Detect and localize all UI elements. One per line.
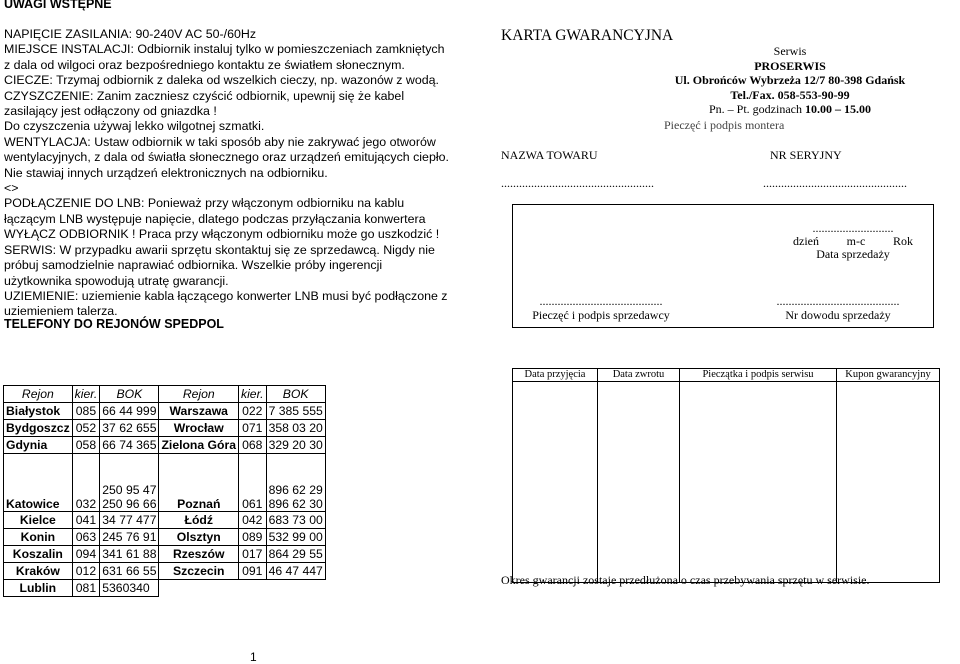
code-cell: 041 <box>72 512 100 529</box>
note-line: WYŁĄCZ ODBIORNIK ! Praca przy włączonym odbiorniku może go uszkodzić ! <box>4 227 440 242</box>
region-cell: Rzeszów <box>159 546 239 563</box>
region-cell: Wrocław <box>159 420 239 437</box>
note-line: Do czyszczenia używaj lekko wilgotnej szmatki. <box>4 119 265 134</box>
region-cell: Zielona Góra <box>159 437 239 454</box>
table-row <box>4 437 326 454</box>
code-cell: 081 <box>72 580 100 597</box>
code-cell: 052 <box>72 420 100 437</box>
table-row <box>4 529 326 546</box>
code-cell: 022 <box>238 403 266 420</box>
note-line: z dala od wilgoci oraz bezpośredniego kontaktu ze światłem słonecznym. <box>4 57 405 72</box>
note-line: SERWIS: W przypadku awarii sprzętu skontaktuj się ze sprzedawcą. Nigdy nie <box>4 242 435 257</box>
warranty-coupon-header: Kupon gwarancyjny <box>837 369 940 382</box>
header-code: kier. <box>72 386 100 403</box>
service-table-body <box>513 382 940 583</box>
note-line: CIECZE: Trzymaj odbiornik z daleka od wszelkich cieczy, np. wazonów z wodą. <box>4 73 439 88</box>
day-label: dzień <box>793 234 819 248</box>
code-cell: 012 <box>72 563 100 580</box>
card-title: KARTA GWARANCYJNA <box>501 27 674 44</box>
sale-date-block <box>783 222 923 261</box>
hours-value: 10.00 – 15.00 <box>805 102 871 116</box>
note-line: NAPIĘCIE ZASILANIA: 90-240V AC 50-/60Hz <box>4 27 257 41</box>
phone-cell <box>266 454 325 512</box>
phone-cell: 683 73 00 <box>266 512 325 529</box>
code-cell: 094 <box>72 546 100 563</box>
phone-line: 250 96 66 <box>102 497 157 511</box>
phone-cell: 46 47 447 <box>266 563 325 580</box>
table-row <box>4 454 326 512</box>
table-row <box>4 403 326 420</box>
phone-line: 896 62 30 <box>268 497 323 511</box>
header-bok: BOK <box>266 386 325 403</box>
code-cell: 061 <box>238 454 266 512</box>
note-line: Nie stawiaj innych urządzeń elektronicznych na odbiorniku. <box>4 165 328 180</box>
sale-date-label: Data sprzedaży <box>816 247 890 261</box>
warranty-coupon-cell[interactable] <box>837 382 940 583</box>
serial-number-field[interactable]: ................................................ <box>763 176 907 190</box>
service-hours <box>640 102 940 117</box>
table-row <box>4 420 326 437</box>
region-cell: Białystok <box>4 403 73 420</box>
code-cell: 089 <box>238 529 266 546</box>
phone-cell: 245 76 91 <box>100 529 159 546</box>
region-cell: Konin <box>4 529 73 546</box>
header-code: kier. <box>238 386 266 403</box>
seller-stamp-field[interactable]: ......................................... <box>539 294 663 308</box>
product-name-label: NAZWA TOWARU <box>501 148 598 162</box>
phone-cell: 66 74 365 <box>100 437 159 454</box>
code-cell: 042 <box>238 512 266 529</box>
service-stamp-header: Pieczątka i podpis serwisu <box>680 369 837 382</box>
note-line: PODŁĄCZENIE DO LNB: Ponieważ przy włączonym odbiorniku na kablu <box>4 196 405 211</box>
service-info <box>640 44 940 117</box>
table-row <box>4 546 326 563</box>
phone-line: 250 95 47 <box>102 483 157 497</box>
region-cell: Kielce <box>4 512 73 529</box>
phone-cell: 358 03 20 <box>266 420 325 437</box>
serial-number-label: NR SERYJNY <box>770 148 842 162</box>
return-date-cell[interactable] <box>598 382 680 583</box>
phone-line: 896 62 29 <box>268 483 323 497</box>
phone-cell: 66 44 999 <box>100 403 159 420</box>
seller-stamp-block <box>516 294 686 322</box>
page-number: 1 <box>250 650 257 664</box>
phone-cell <box>100 454 159 512</box>
received-date-cell[interactable] <box>513 382 598 583</box>
region-cell: Łódź <box>159 512 239 529</box>
note-line: łączącym LNB występuje napięcie, dlatego podczas przyłączania konwertera <box>4 211 426 226</box>
code-cell: 063 <box>72 529 100 546</box>
code-cell: 091 <box>238 563 266 580</box>
note-line: WENTYLACJA: Ustaw odbiornik w taki sposób aby nie zakrywać jego otworów <box>4 134 436 149</box>
table-header-row <box>4 386 326 403</box>
phone-cell: 329 20 30 <box>266 437 325 454</box>
received-date-header: Data przyjęcia <box>513 369 598 382</box>
phone-cell: 532 99 00 <box>266 529 325 546</box>
warranty-extension-note: Okres gwarancji zostaje przedłużona o czas przebywania sprzętu w serwisie. <box>501 573 870 587</box>
region-cell: Warszawa <box>159 403 239 420</box>
region-cell: Katowice <box>4 454 73 512</box>
code-cell: 085 <box>72 403 100 420</box>
phone-cell: 631 66 55 <box>100 563 159 580</box>
product-name-field[interactable]: ................................................... <box>501 176 654 190</box>
note-line: MIEJSCE INSTALACJI: Odbiornik instaluj tylko w pomieszczeniach zamkniętych <box>4 42 445 57</box>
service-name: PROSERWIS <box>754 58 826 73</box>
note-line: CZYSZCZENIE: Zanim zaczniesz czyścić odbiornik, upewnij się że kabel <box>4 88 405 103</box>
phone-cell: 864 29 55 <box>266 546 325 563</box>
note-line: <> <box>4 181 19 196</box>
header-bok: BOK <box>100 386 159 403</box>
table-row <box>4 580 326 597</box>
phone-cell: 34 77 477 <box>100 512 159 529</box>
phone-cell: 37 62 655 <box>100 420 159 437</box>
phone-cell: 5360340 <box>100 580 159 597</box>
service-address: Ul. Obrońców Wybrzeża 12/7 80-398 Gdańsk <box>674 73 906 87</box>
phone-cell: 7 385 555 <box>266 403 325 420</box>
note-line: UZIEMIENIE: uziemienie kabla łączącego konwerter LNB musi być podłączone z <box>4 288 448 303</box>
service-record-table <box>512 368 940 583</box>
note-line: zasilający jest odłączony od gniazdka ! <box>4 104 217 119</box>
regional-phones-table <box>3 385 326 597</box>
code-cell: 071 <box>238 420 266 437</box>
region-cell: Gdynia <box>4 437 73 454</box>
service-phone: Tel./Fax. 058-553-90-99 <box>730 87 850 102</box>
hours-prefix: Pn. – Pt. godzinach <box>709 102 802 116</box>
month-label: m-c <box>846 234 866 248</box>
sale-date-field[interactable]: ........................... <box>812 221 894 235</box>
code-cell: 068 <box>238 437 266 454</box>
notes-heading: UWAGI WSTĘPNE <box>4 0 112 11</box>
proof-number-label: Nr dowodu sprzedaży <box>785 308 891 322</box>
region-cell: Koszalin <box>4 546 73 563</box>
code-cell: 017 <box>238 546 266 563</box>
service-stamp-cell[interactable] <box>680 382 837 583</box>
note-line: użytkownika spowodują utratę gwarancji. <box>4 273 229 288</box>
proof-number-field[interactable]: ......................................... <box>776 294 900 308</box>
header-region: Rejon <box>159 386 239 403</box>
region-cell: Bydgoszcz <box>4 420 73 437</box>
installer-stamp-label: Pieczęć i podpis montera <box>664 118 785 132</box>
region-cell: Kraków <box>4 563 73 580</box>
code-cell: 058 <box>72 437 100 454</box>
note-line: uziemieniem talerza. <box>4 304 118 319</box>
header-region: Rejon <box>4 386 73 403</box>
note-line: próbuj samodzielnie naprawiać odbiornika. Wszelkie próby ingerencji <box>4 258 383 273</box>
proof-number-block <box>763 294 913 322</box>
region-cell: Lublin <box>4 580 73 597</box>
seller-stamp-label: Pieczęć i podpis sprzedawcy <box>532 308 670 322</box>
phones-heading: TELEFONY DO REJONÓW SPEDPOL <box>4 317 224 331</box>
service-label: Serwis <box>773 44 807 58</box>
note-line: wentylacyjnych, z dala od światła słonecznego oraz urządzeń emitujących ciepło. <box>4 150 449 165</box>
year-label: Rok <box>892 234 913 248</box>
phone-cell: 341 61 88 <box>100 546 159 563</box>
notes-body <box>4 27 474 320</box>
return-date-header: Data zwrotu <box>598 369 680 382</box>
code-cell: 032 <box>72 454 100 512</box>
table-row <box>4 512 326 529</box>
region-cell: Szczecin <box>159 563 239 580</box>
region-cell: Poznań <box>159 454 239 512</box>
table-row <box>4 563 326 580</box>
service-table-header <box>513 369 940 382</box>
region-cell: Olsztyn <box>159 529 239 546</box>
